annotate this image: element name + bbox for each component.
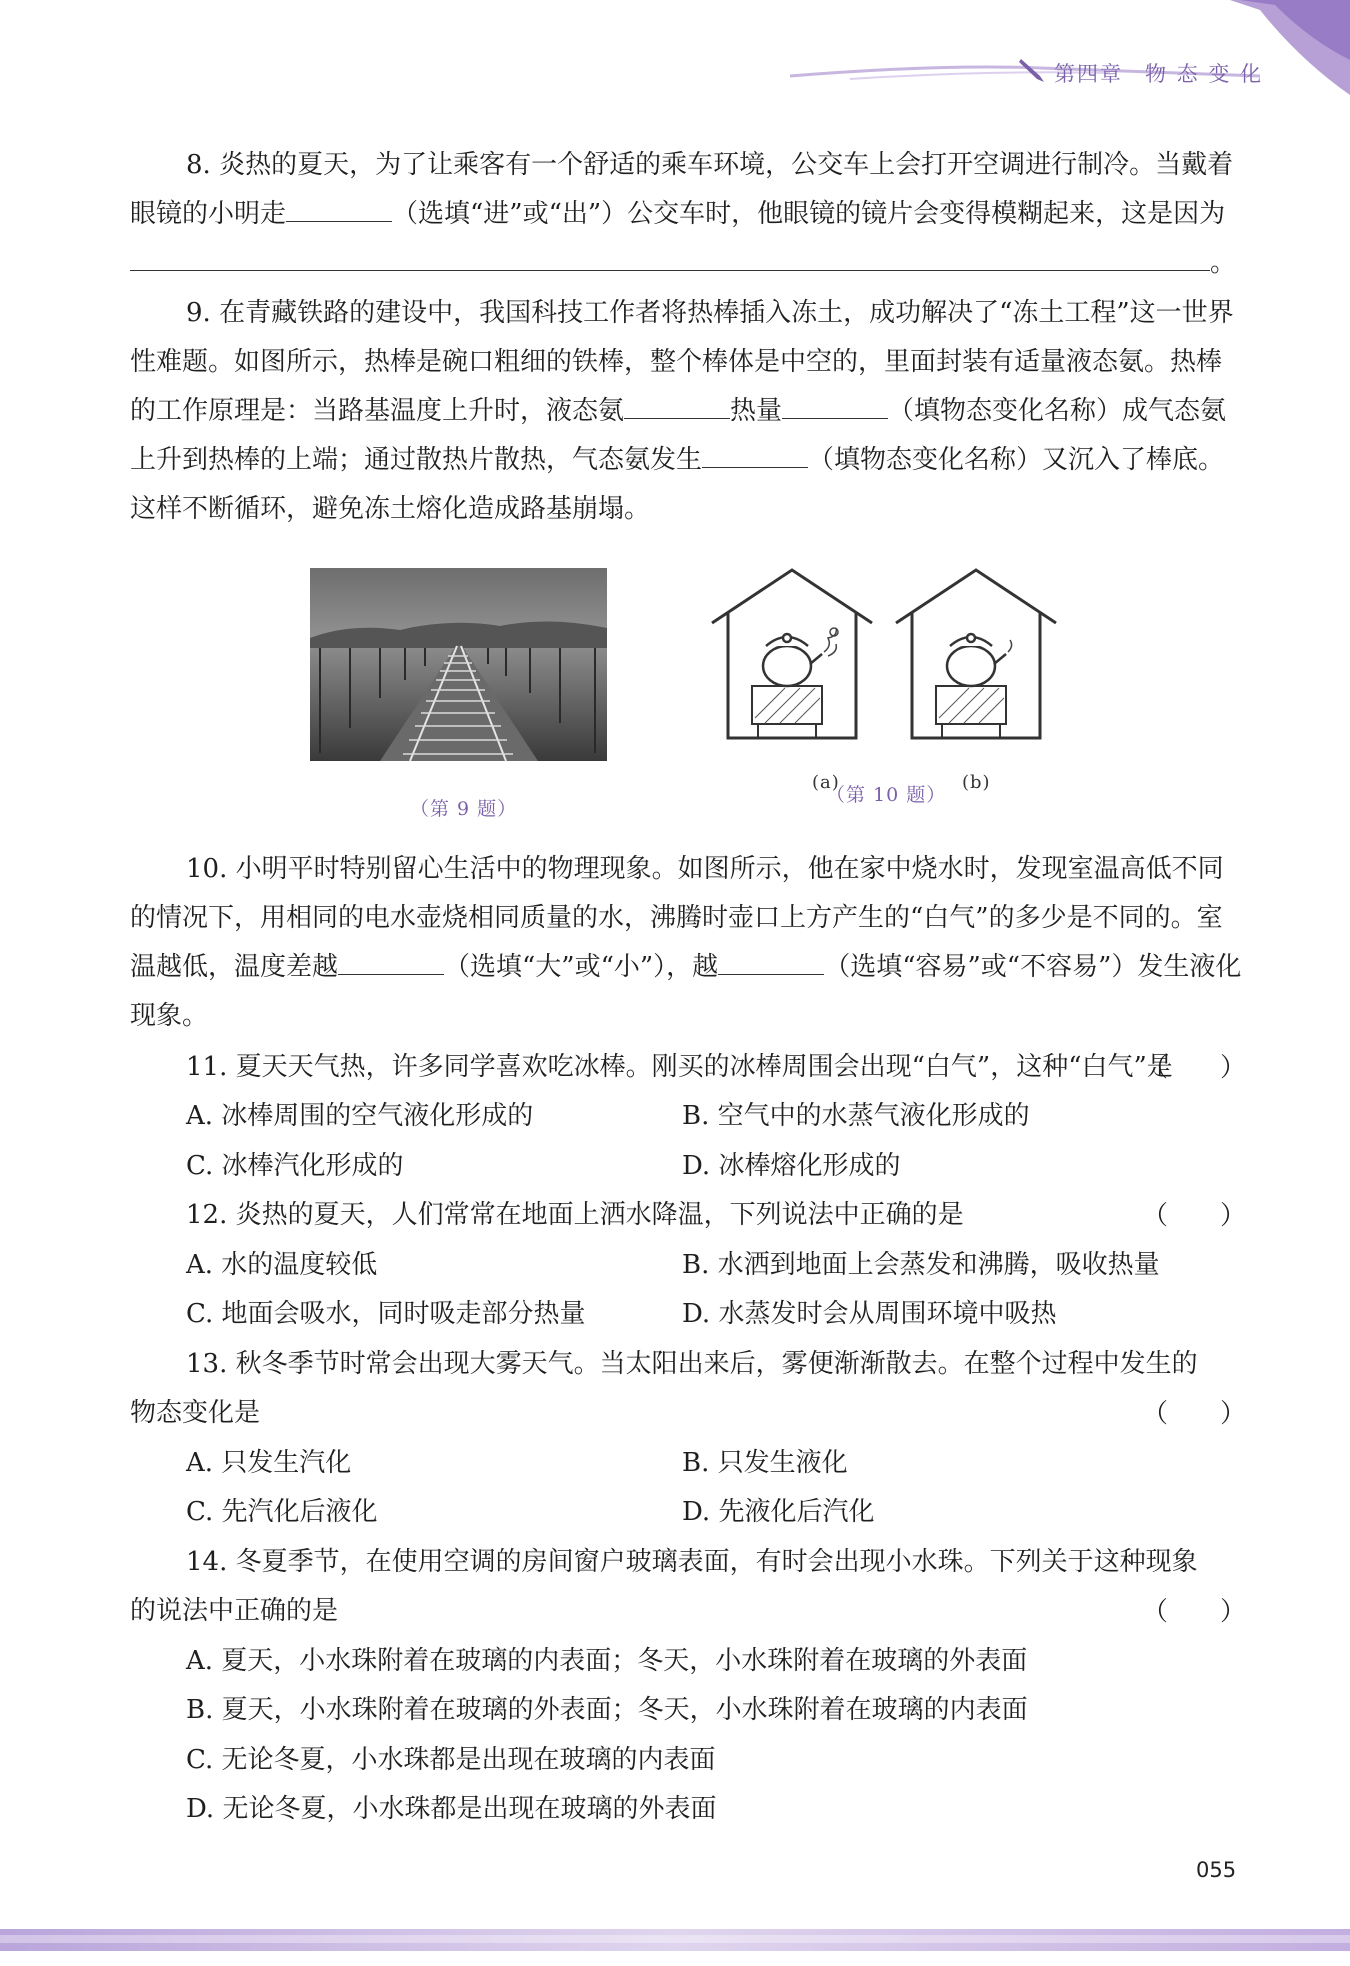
kettle-houses-diagram [700,568,1060,768]
q11-option-a[interactable]: A. 冰棒周围的空气液化形成的 [186,1101,534,1131]
pencil-icon [1018,56,1048,84]
q14-option-a[interactable]: A. 夏天，小水珠附着在玻璃的内表面；冬天，小水珠附着在玻璃的外表面 [186,1646,1028,1676]
q13-option-c[interactable]: C. 先汽化后液化 [186,1497,378,1527]
chapter-header [1054,58,1263,88]
q13-option-d[interactable]: D. 先液化后汽化 [682,1497,875,1527]
q12-option-d[interactable]: D. 水蒸发时会从周围环境中吸热 [682,1299,1057,1329]
q13-option-b[interactable]: B. 只发生液化 [682,1448,848,1478]
answer-blank[interactable] [782,388,888,419]
figure-9-caption: （第 9 题） [410,798,518,820]
q11-option-c[interactable]: C. 冰棒汽化形成的 [186,1151,404,1181]
question-13-stem: 13. 秋冬季节时常会出现大雾天气。当太阳出来后，雾便渐渐散去。在整个过程中发生的 [186,1349,1198,1379]
q14-option-b[interactable]: B. 夏天，小水珠附着在玻璃的外表面；冬天，小水珠附着在玻璃的内表面 [186,1695,1028,1725]
q14-option-c[interactable]: C. 无论冬夏，小水珠都是出现在玻璃的内表面 [186,1745,716,1775]
q11-option-b[interactable]: B. 空气中的水蒸气液化形成的 [682,1101,1030,1131]
answer-blank[interactable] [286,191,392,222]
answer-paren[interactable]: （ ） [1141,1201,1246,1231]
chapter-title: 物 态 变 化 [1145,62,1264,86]
question-10: 10. 小明平时特别留心生活中的物理现象。如图所示，他在家中烧水时，发现室温高低不同的情况下，用相同的电水壶烧相同质量的水，沸腾时壶口上方产生的“白气”的多少是不同的。室温越低，温度差越 （选填“大”或“小”），越 （选填“容易”或“不容易”）发生液化现象。 [130,854,1242,1031]
q12-option-b[interactable]: B. 水洒到地面上会蒸发和沸腾，吸收热量 [682,1250,1160,1280]
q12-option-c[interactable]: C. 地面会吸水，同时吸走部分热量 [186,1299,586,1329]
question-12-stem: 12. 炎热的夏天，人们常常在地面上洒水降温，下列说法中正确的是 [186,1200,964,1230]
q14-option-d[interactable]: D. 无论冬夏，小水珠都是出现在玻璃的外表面 [186,1794,717,1824]
question-14-stem-cont: 的说法中正确的是 [130,1596,339,1626]
answer-blank[interactable] [718,944,824,975]
answer-blank[interactable] [624,388,730,419]
figure-label-b: (b) [962,772,991,793]
answer-paren[interactable]: （ ） [1141,1597,1246,1627]
question-14-stem: 14. 冬夏季节，在使用空调的房间窗户玻璃表面，有时会出现小水珠。下列关于这种现象 [186,1547,1198,1577]
chapter-number: 第四章 [1054,62,1123,86]
answer-blank[interactable] [130,240,1210,271]
railway-photo [310,568,607,761]
question-8: 8. 炎热的夏天，为了让乘客有一个舒适的乘车环境，公交车上会打开空调进行制冷。当戴着眼镜的小明走 （选填“进”或“出”）公交车时，他眼镜的镜片会变得模糊起来，这是因为。 [130,150,1237,278]
q11-option-d[interactable]: D. 冰棒熔化形成的 [682,1151,901,1181]
answer-paren[interactable]: （ ） [1141,1053,1246,1083]
answer-blank[interactable] [338,944,444,975]
page-number: 055 [1196,1858,1237,1882]
question-13-stem-cont: 物态变化是 [130,1398,261,1428]
figure-label-a: (a) [812,772,840,793]
question-9: 9. 在青藏铁路的建设中，我国科技工作者将热棒插入冻土，成功解决了“冻土工程”这一世界性难题。如图所示，热棒是碗口粗细的铁棒，整个棒体是中空的，里面封装有适量液态氨。热棒的工作原理是：当路基温度上升时，液态氨 热量 （填物态变化名称）成气态氨上升到热棒的上端；通过散热片散热，气态氨发生 （填物态变化名称）又沉入了棒底。这样不断循环，避免冻土熔化造成路基崩塌。 [130,298,1234,524]
figure-10-caption: （第 10 题） [826,784,947,806]
footer-band [0,1915,1350,1966]
q12-option-a[interactable]: A. 水的温度较低 [186,1250,378,1280]
answer-paren[interactable]: （ ） [1141,1399,1246,1429]
q13-option-a[interactable]: A. 只发生汽化 [186,1448,352,1478]
question-11-stem: 11. 夏天天气热，许多同学喜欢吃冰棒。刚买的冰棒周围会出现“白气”，这种“白气”是 [186,1052,1173,1082]
answer-blank[interactable] [702,437,808,468]
